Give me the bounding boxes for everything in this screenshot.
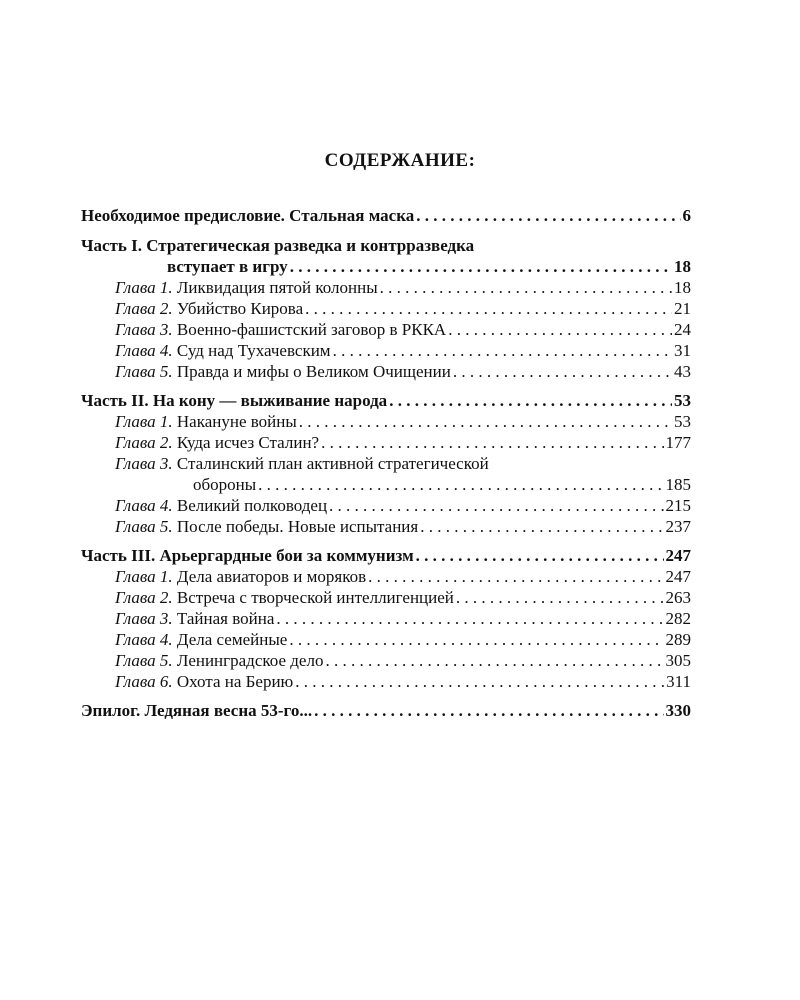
page-number: 53 (674, 391, 691, 410)
entry-title: Суд над Тухачевским (176, 341, 331, 360)
chapter-label: Глава 1. (115, 567, 173, 586)
page-number: 31 (674, 341, 691, 360)
dot-leader (448, 319, 672, 340)
entry-title: Встреча с творческой интеллигенцией (176, 588, 454, 607)
dot-leader (389, 390, 672, 411)
toc-entry-part-3-chapter-1[interactable] (81, 566, 691, 587)
page-number: 263 (665, 588, 691, 607)
entry-title-continued: вступает в игру (167, 257, 288, 276)
toc-entry-part-3-chapter-3[interactable] (81, 608, 691, 629)
dot-leader (368, 566, 663, 587)
toc-entry-part-1-chapter-5[interactable] (81, 361, 691, 382)
entry-title: Дела авиаторов и моряков (176, 567, 367, 586)
page-number: 247 (665, 546, 691, 565)
chapter-label: Глава 2. (115, 433, 173, 452)
dot-leader (380, 277, 672, 298)
dot-leader (456, 587, 664, 608)
dot-leader (325, 650, 663, 671)
chapter-label: Глава 3. (115, 454, 173, 473)
chapter-label: Глава 4. (115, 630, 173, 649)
entry-title: Охота на Берию (176, 672, 294, 691)
dot-leader (295, 671, 664, 692)
entry-title: Часть I. Стратегическая разведка и контрразведка (81, 236, 475, 255)
toc-entry-part-1-line-1[interactable] (81, 235, 691, 256)
entry-title: Часть III. Арьергардные бои за коммунизм (81, 546, 414, 565)
dot-leader (290, 256, 672, 277)
dot-leader (416, 545, 664, 566)
page-number: 330 (665, 701, 691, 720)
page-number: 282 (665, 609, 691, 628)
chapter-label: Глава 2. (115, 299, 173, 318)
entry-title: Ликвидация пятой колонны (176, 278, 378, 297)
dot-leader (329, 495, 663, 516)
page-number: 289 (665, 630, 691, 649)
dot-leader (453, 361, 672, 382)
dot-leader (276, 608, 663, 629)
entry-title: Необходимое предисловие. Стальная маска (81, 206, 415, 225)
entry-title: Убийство Кирова (176, 299, 304, 318)
entry-title: Куда исчез Сталин? (176, 433, 320, 452)
toc-entry-epilogue[interactable] (81, 700, 691, 721)
entry-title: Накануне войны (176, 412, 297, 431)
toc-entry-part-3-chapter-5[interactable] (81, 650, 691, 671)
entry-title: Часть II. На кону — выживание народа (81, 391, 388, 410)
toc-entry-part-3-chapter-2[interactable] (81, 587, 691, 608)
toc-entry-part-2-chapter-3-line-2[interactable] (81, 474, 691, 495)
dot-leader (416, 205, 680, 226)
toc-entry-part-2-chapter-2[interactable] (81, 432, 691, 453)
toc-entry-part-3[interactable] (81, 545, 691, 566)
entry-title: Сталинский план активной стратегической (176, 454, 489, 473)
toc-entry-part-2-chapter-5[interactable] (81, 516, 691, 537)
page-number: 237 (665, 517, 691, 536)
dot-leader (321, 432, 663, 453)
chapter-label: Глава 5. (115, 517, 173, 536)
toc-entry-part-1-chapter-2[interactable] (81, 298, 691, 319)
table-of-contents (81, 205, 691, 721)
page-number: 311 (666, 672, 691, 691)
chapter-label: Глава 5. (115, 362, 173, 381)
toc-entry-part-3-chapter-6[interactable] (81, 671, 691, 692)
toc-entry-part-1-line-2[interactable] (81, 256, 691, 277)
entry-title: Великий полководец (176, 496, 328, 515)
page-number: 247 (665, 567, 691, 586)
page-number: 177 (665, 433, 691, 452)
toc-entry-part-1-chapter-3[interactable] (81, 319, 691, 340)
entry-title-continued: обороны (193, 475, 257, 494)
chapter-label: Глава 2. (115, 588, 173, 607)
toc-title: СОДЕРЖАНИЕ: (324, 150, 476, 171)
toc-entry-part-2[interactable] (81, 390, 691, 411)
entry-title: Военно-фашистский заговор в РККА (176, 320, 447, 339)
dot-leader (289, 629, 663, 650)
page-number: 215 (665, 496, 691, 515)
page-number: 18 (674, 278, 691, 297)
dot-leader (299, 411, 672, 432)
chapter-label: Глава 1. (115, 278, 173, 297)
page-number: 305 (665, 651, 691, 670)
page-number: 53 (674, 412, 691, 431)
page-number: 43 (674, 362, 691, 381)
entry-title: Дела семейные (176, 630, 288, 649)
entry-title: Эпилог. Ледяная весна 53-го... (81, 701, 313, 720)
chapter-label: Глава 3. (115, 320, 173, 339)
toc-entry-part-1-chapter-1[interactable] (81, 277, 691, 298)
page-number: 6 (682, 206, 691, 225)
page-number: 185 (665, 475, 691, 494)
chapter-label: Глава 6. (115, 672, 173, 691)
dot-leader (305, 298, 672, 319)
toc-entry-preface[interactable] (81, 205, 691, 226)
entry-title: После победы. Новые испытания (176, 517, 419, 536)
chapter-label: Глава 1. (115, 412, 173, 431)
toc-entry-part-3-chapter-4[interactable] (81, 629, 691, 650)
dot-leader (333, 340, 672, 361)
page-number: 18 (674, 257, 691, 276)
page-number: 24 (674, 320, 691, 339)
chapter-label: Глава 4. (115, 341, 173, 360)
entry-title: Тайная война (176, 609, 275, 628)
chapter-label: Глава 5. (115, 651, 173, 670)
dot-leader (258, 474, 663, 495)
entry-title: Ленинградское дело (176, 651, 324, 670)
chapter-label: Глава 3. (115, 609, 173, 628)
chapter-label: Глава 4. (115, 496, 173, 515)
toc-entry-part-2-chapter-1[interactable] (81, 411, 691, 432)
toc-entry-part-2-chapter-3-line-1[interactable] (81, 453, 691, 474)
page-number: 21 (674, 299, 691, 318)
dot-leader (420, 516, 663, 537)
entry-title: Правда и мифы о Великом Очищении (176, 362, 451, 381)
toc-entry-part-2-chapter-4[interactable] (81, 495, 691, 516)
toc-entry-part-1-chapter-4[interactable] (81, 340, 691, 361)
dot-leader (314, 700, 663, 721)
